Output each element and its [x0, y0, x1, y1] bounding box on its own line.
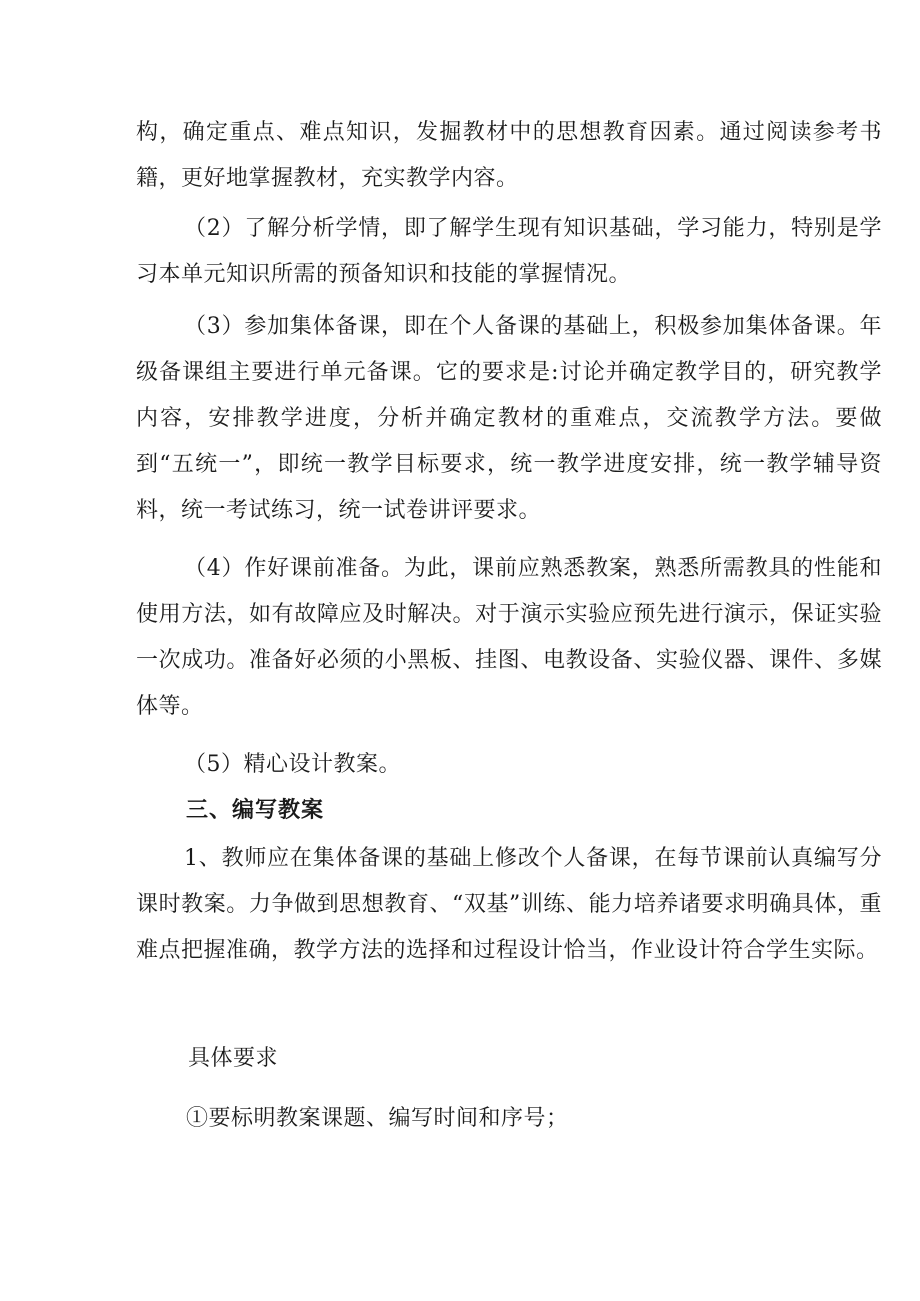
paragraph-item-3: （3）参加集体备课，即在个人备课的基础上，积极参加集体备课。年级备课组主要进行单元备课。它的要求是:讨论并确定教学目的，研究教学内容，安排教学进度，分析并确定教材的重难点，交流教学方法。要做到“五统一”，即统一教学目标要求，统一教学进度安排，统一教学辅导资料，统一考试练习，统一试卷讲评要求。: [136, 314, 882, 523]
paragraph-section3-item1: 1、教师应在集体备课的基础上修改个人备课，在每节课前认真编写分课时教案。力争做到思想教育、“双基”训练、能力培养诸要求明确具体，重难点把握准确，教学方法的选择和过程设计恰当，作业设计符合学生实际。: [136, 846, 882, 963]
paragraph-item-5: （5）精心设计教案。: [184, 752, 401, 777]
paragraph-intro-continuation: 构，确定重点、难点知识，发掘教材中的思想教育因素。通过阅读参考书籍，更好地掌握教材，充实教学内容。: [136, 120, 882, 191]
section-heading: 三、编写教案: [186, 798, 325, 823]
specific-requirements-label: 具体要求: [188, 1046, 279, 1071]
paragraph-item-2: （2）了解分析学情，即了解学生现有知识基础，学习能力，特别是学习本单元知识所需的预备知识和技能的掌握情况。: [136, 216, 882, 287]
requirement-item-1: ①要标明教案课题、编写时间和序号；: [186, 1106, 569, 1131]
paragraph-item-4: （4）作好课前准备。为此，课前应熟悉教案，熟悉所需教具的性能和使用方法，如有故障应及时解决。对于演示实验应预先进行演示，保证实验一次成功。准备好必须的小黑板、挂图、电教设备、实验仪器、课件、多媒体等。: [136, 556, 882, 719]
